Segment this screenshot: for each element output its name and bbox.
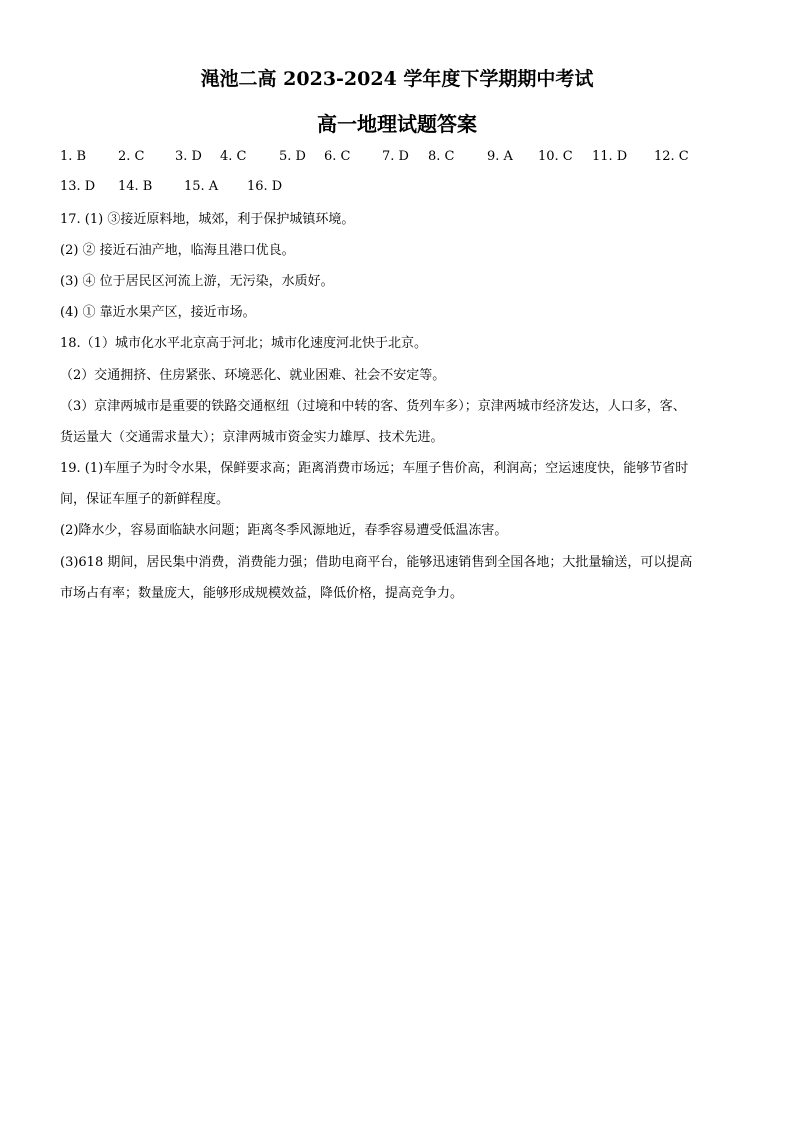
answer-18-2: （2）交通拥挤、住房紧张、环境恶化、就业困难、社会不安定等。: [60, 368, 446, 383]
answer-17-1: 17. (1) ③接近原料地，城郊，利于保护城镇环境。: [60, 212, 355, 227]
mc-answer-8: 8. C: [428, 149, 455, 164]
answer-18-3-line1: （3）京津两城市是重要的铁路交通枢纽（过境和中转的客、货列车多）；京津两城市经济发达，人口多，客、: [60, 399, 686, 414]
mc-answer-3: 3. D: [175, 149, 202, 164]
exam-subtitle: 高一地理试题答案: [317, 112, 477, 136]
mc-answer-5: 5. D: [279, 149, 306, 164]
mc-answer-13: 13. D: [60, 179, 96, 194]
mc-answer-9: 9. A: [487, 149, 513, 164]
mc-answer-12: 12. C: [654, 149, 689, 164]
answer-17-2: (2) ② 接近石油产地，临海且港口优良。: [60, 243, 295, 258]
answer-19-2: (2)降水少，容易面临缺水问题；距离冬季风源地近，春季容易遭受低温冻害。: [60, 523, 508, 538]
mc-answer-7: 7. D: [382, 149, 409, 164]
exam-title: 渑池二高 2023-2024 学年度下学期期中考试: [200, 68, 594, 90]
mc-answer-2: 2. C: [118, 149, 145, 164]
answer-19-3-line1: (3)618 期间，居民集中消费，消费能力强；借助电商平台，能够迅速销售到全国各地；大批量输送，可以提高: [60, 555, 693, 570]
answer-18-3-line2: 货运量大（交通需求量大）；京津两城市资金实力雄厚、技术先进。: [60, 430, 444, 445]
answer-19-1-line2: 间，保证车厘子的新鲜程度。: [60, 492, 230, 507]
mc-answer-16: 16. D: [247, 179, 283, 194]
mc-answer-4: 4. C: [220, 149, 247, 164]
mc-answer-1: 1. B: [60, 149, 87, 164]
answer-17-4: (4) ① 靠近水果产区，接近市场。: [60, 305, 256, 320]
mc-answer-11: 11. D: [592, 149, 628, 164]
mc-answer-14: 14. B: [118, 179, 153, 194]
mc-answer-15: 15. A: [184, 179, 219, 194]
answer-18-1: 18.（1）城市化水平北京高于河北；城市化速度河北快于北京。: [60, 336, 427, 351]
answer-17-3: (3) ④ 位于居民区河流上游，无污染，水质好。: [60, 274, 334, 289]
mc-answer-10: 10. C: [538, 149, 573, 164]
answer-19-3-line2: 市场占有率；数量庞大，能够形成规模效益，降低价格，提高竞争力。: [60, 586, 464, 601]
answer-19-1-line1: 19. (1)车厘子为时令水果，保鲜要求高；距离消费市场远；车厘子售价高，利润高；空运速度快，能够节省时: [60, 461, 689, 476]
mc-answer-6: 6. C: [324, 149, 351, 164]
